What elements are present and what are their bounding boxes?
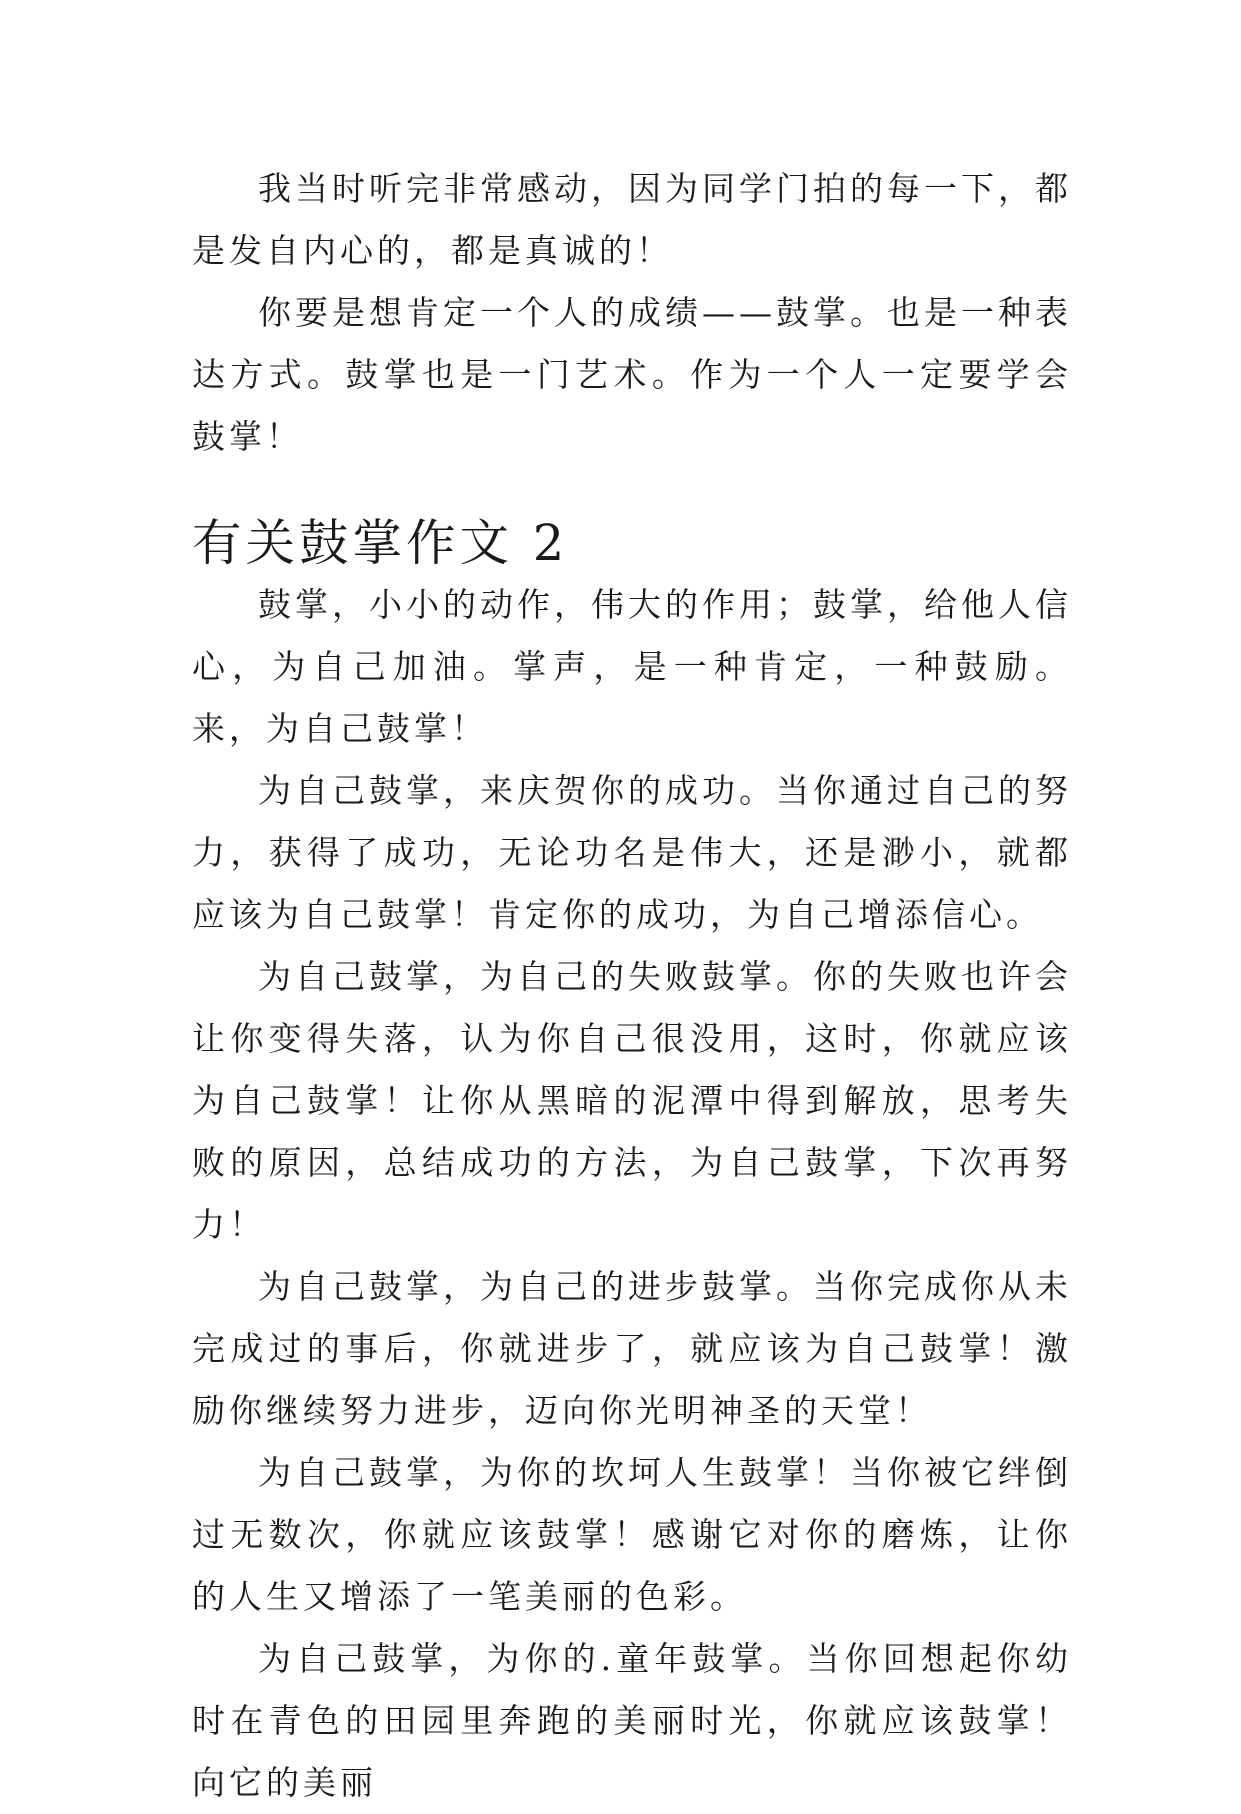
section-title: 有关鼓掌作文 2	[192, 514, 569, 572]
paragraph: 鼓掌，小小的动作，伟大的作用；鼓掌，给他人信心，为自己加油。掌声，是一种肯定，一种鼓励。来，为自己鼓掌！	[192, 585, 1072, 748]
paragraph: 为自己鼓掌，为你的坎坷人生鼓掌！当你被它绊倒过无数次，你就应该鼓掌！感谢它对你的磨炼，让你的人生又增添了一笔美丽的色彩。	[192, 1453, 1072, 1616]
paragraph: 你要是想肯定一个人的成绩——鼓掌。也是一种表达方式。鼓掌也是一门艺术。作为一个人一定要学会鼓掌！	[192, 293, 1072, 456]
paragraph: 为自己鼓掌，为你的.童年鼓掌。当你回想起你幼时在青色的田园里奔跑的美丽时光，你就应该鼓掌！向它的美丽	[192, 1639, 1072, 1802]
paragraph: 为自己鼓掌，为自己的进步鼓掌。当你完成你从未完成过的事后，你就进步了，就应该为自己鼓掌！激励你继续努力进步，迈向你光明神圣的天堂！	[192, 1267, 1072, 1430]
paragraph: 我当时听完非常感动，因为同学门拍的每一下，都是发自内心的，都是真诚的！	[192, 169, 1072, 270]
document-body	[192, 158, 1072, 1814]
paragraph: 为自己鼓掌，为自己的失败鼓掌。你的失败也许会让你变得失落，认为你自己很没用，这时，你就应该为自己鼓掌！让你从黑暗的泥潭中得到解放，思考失败的原因，总结成功的方法，为自己鼓掌，下次再努力！	[192, 957, 1072, 1244]
paragraph: 为自己鼓掌，来庆贺你的成功。当你通过自己的努力，获得了成功，无论功名是伟大，还是渺小，就都应该为自己鼓掌！肯定你的成功，为自己增添信心。	[192, 771, 1072, 934]
